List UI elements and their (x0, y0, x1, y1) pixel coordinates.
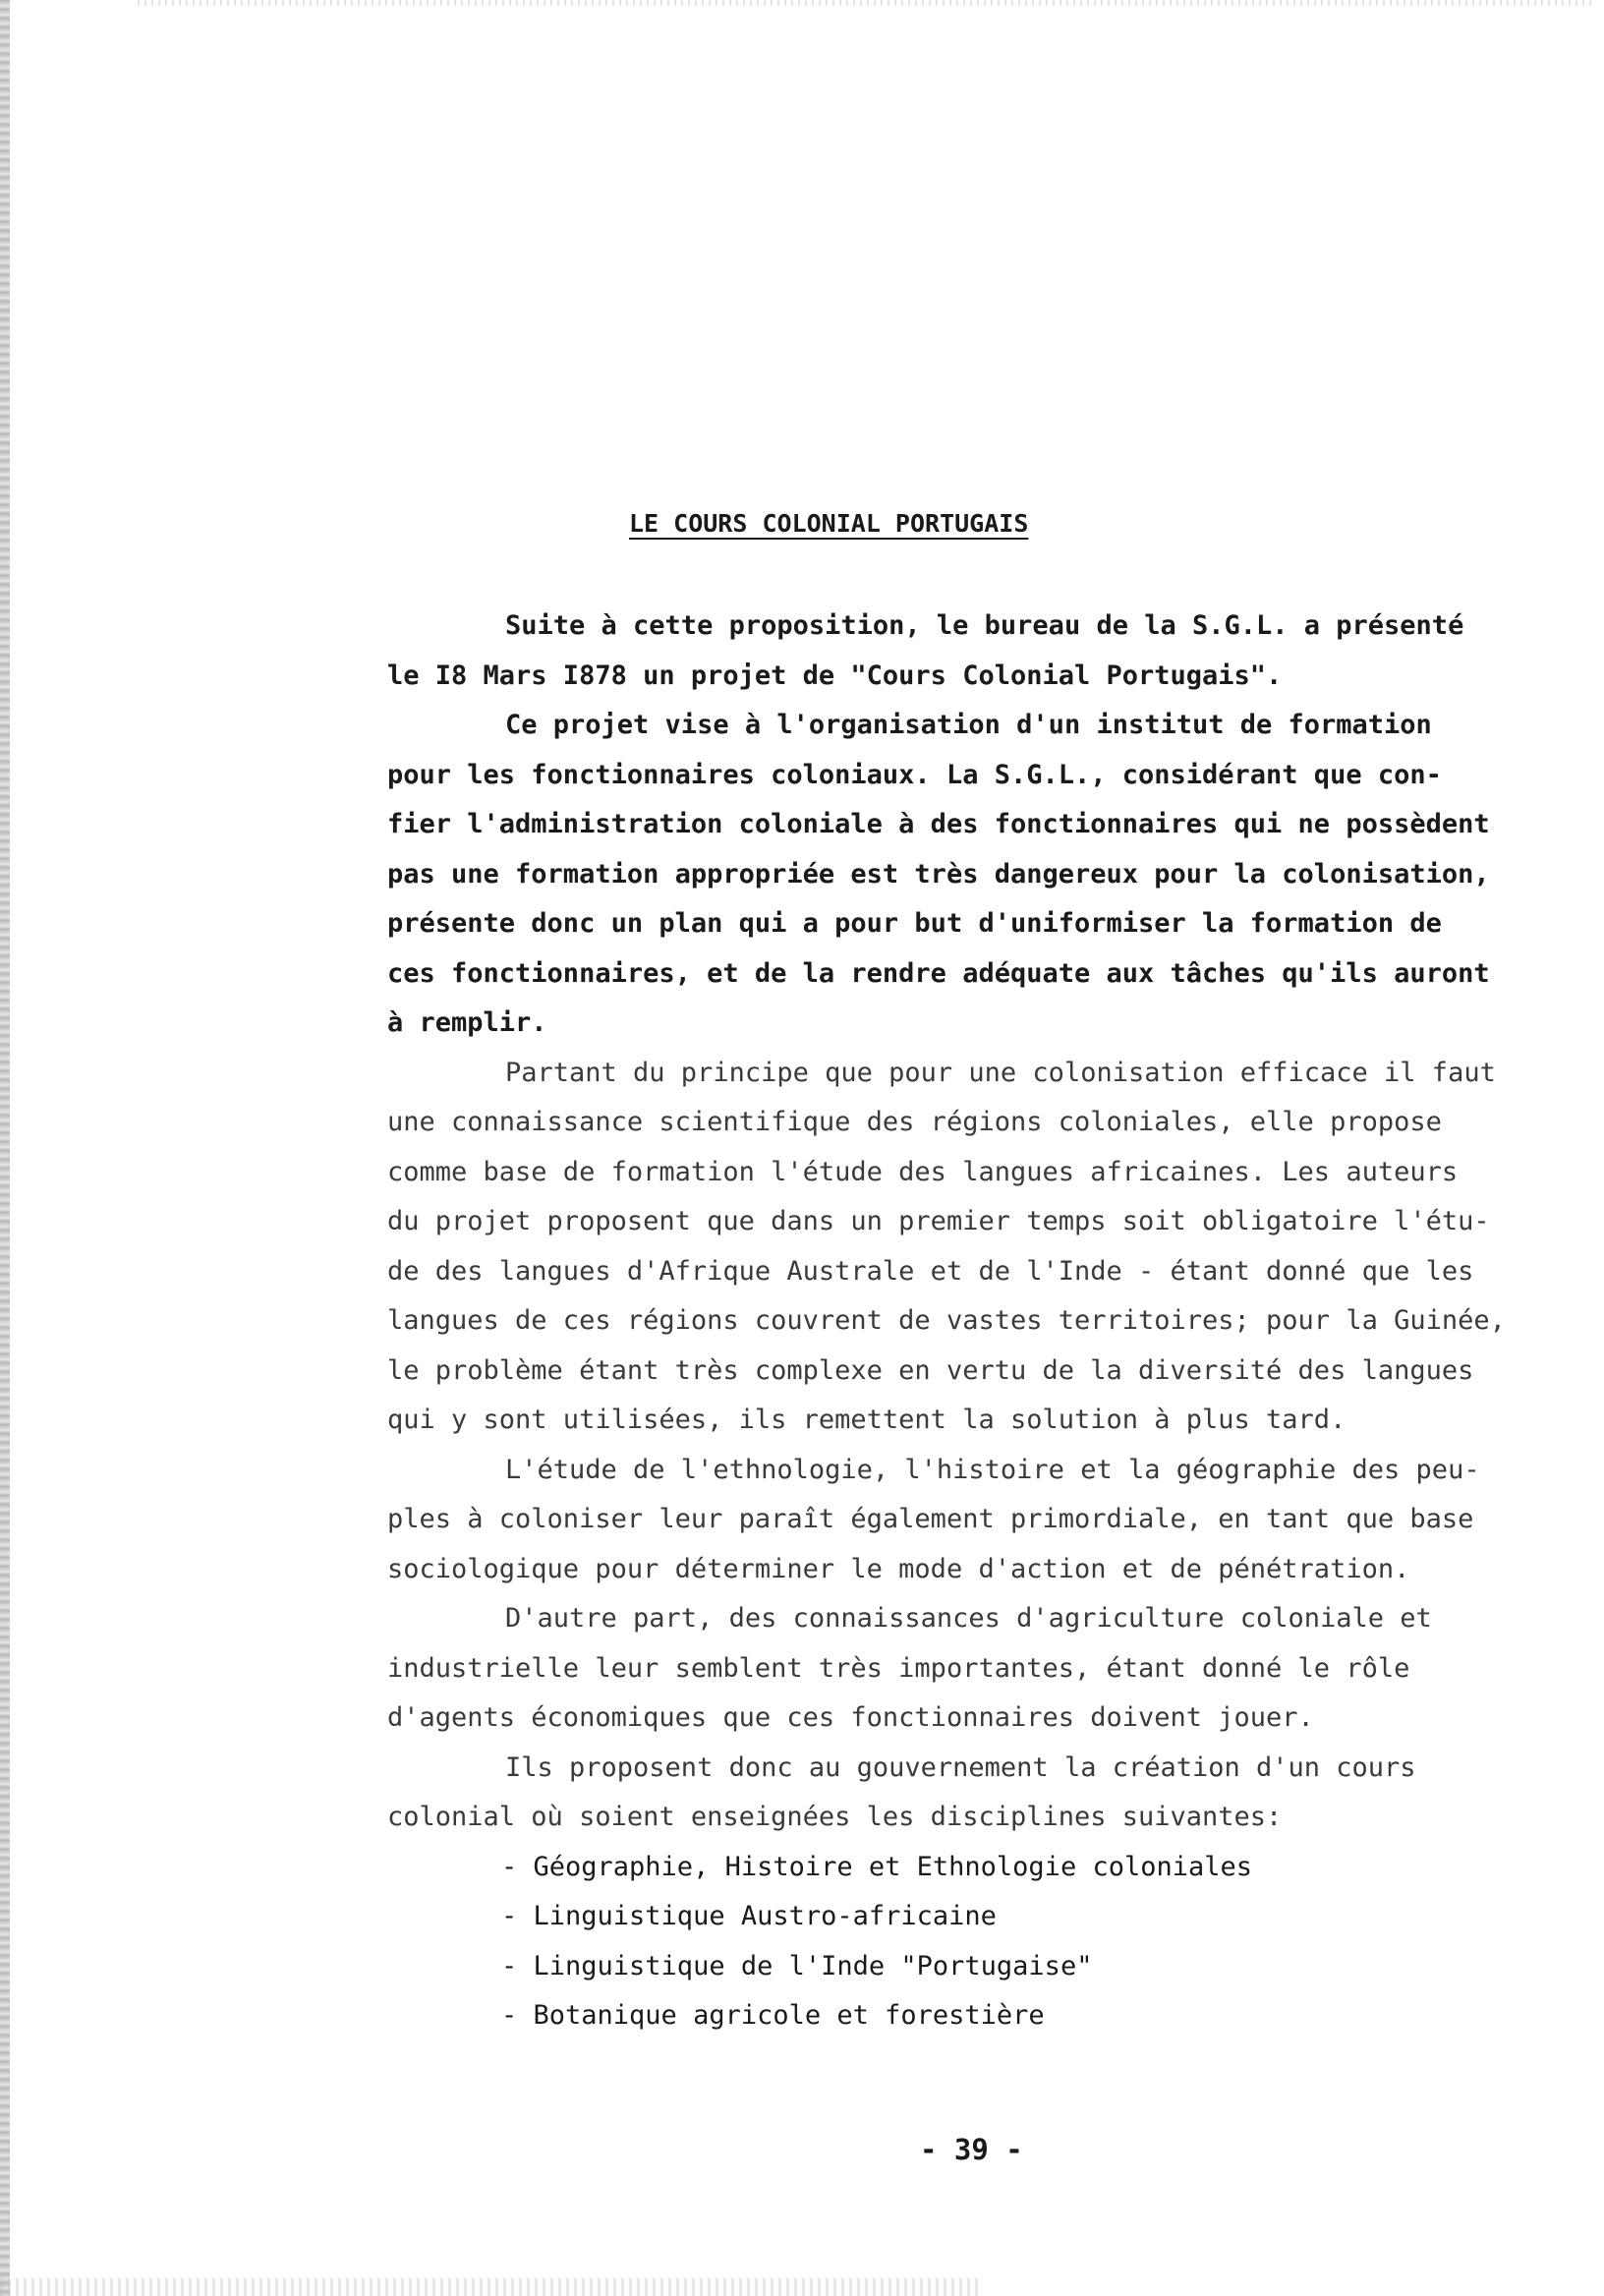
scan-top-noise (138, 0, 1592, 6)
page-title: LE COURS COLONIAL PORTUGAIS (629, 509, 1029, 538)
list-item: - Géographie, Histoire et Ethnologie coloniales (501, 1851, 1253, 1882)
text-line: présente donc un plan qui a pour but d'uniformiser la formation de (387, 908, 1442, 939)
text-line: colonial où soient enseignées les disciplines suivantes: (387, 1802, 1283, 1832)
text-line: Suite à cette proposition, le bureau de la S.G.L. a présenté (505, 610, 1464, 641)
text-line: fier l'administration coloniale à des fonctionnaires qui ne possèdent (387, 809, 1490, 839)
text-line: ples à coloniser leur paraît également primordiale, en tant que base (387, 1504, 1474, 1534)
text-line: Partant du principe que pour une colonisation efficace il faut (505, 1057, 1496, 1088)
text-line: le I8 Mars I878 un projet de "Cours Colonial Portugais". (387, 660, 1283, 691)
text-line: une connaissance scientifique des régions coloniales, elle propose (387, 1107, 1442, 1137)
list-item: - Botanique agricole et forestière (501, 2000, 1045, 2031)
text-line: Ils proposent donc au gouvernement la création d'un cours (505, 1751, 1416, 1783)
text-line: de des langues d'Afrique Australe et de l'Inde - étant donné que les (387, 1255, 1474, 1287)
text-line: le problème étant très complexe en vertu de la diversité des langues (387, 1354, 1474, 1386)
document-body (387, 602, 1592, 2041)
text-line: qui y sont utilisées, ils remettent la solution à plus tard. (387, 1405, 1346, 1435)
text-line: ces fonctionnaires, et de la rendre adéquate aux tâches qu'ils auront (387, 957, 1490, 989)
text-line: comme base de formation l'étude des langues africaines. Les auteurs (387, 1156, 1459, 1187)
text-line: Ce projet vise à l'organisation d'un institut de formation (505, 710, 1432, 740)
text-line: industrielle leur semblent très importantes, étant donné le rôle (387, 1652, 1410, 1684)
text-line: langues de ces régions couvrent de vastes territoires; pour la Guinée, (387, 1305, 1506, 1336)
page-number: - 39 - (920, 2133, 1023, 2166)
scan-left-edge (0, 0, 10, 2296)
list-item: - Linguistique Austro-africaine (501, 1901, 997, 1931)
text-line: D'autre part, des connaissances d'agriculture coloniale et (505, 1603, 1432, 1634)
text-line: pour les fonctionnaires coloniaux. La S.G.L., considérant que con- (387, 759, 1442, 790)
scan-bottom-noise (0, 2278, 983, 2296)
text-line: L'étude de l'ethnologie, l'histoire et la géographie des peu- (505, 1454, 1480, 1485)
text-line: du projet proposent que dans un premier temps soit obligatoire l'étu- (387, 1206, 1490, 1236)
list-item: - Linguistique de l'Inde "Portugaise" (501, 1950, 1093, 1981)
text-line: d'agents économiques que ces fonctionnaires doivent jouer. (387, 1702, 1314, 1733)
text-line: à remplir. (387, 1007, 547, 1038)
text-line: sociologique pour déterminer le mode d'action et de pénétration. (387, 1553, 1410, 1584)
text-line: pas une formation appropriée est très dangereux pour la colonisation, (387, 858, 1490, 890)
